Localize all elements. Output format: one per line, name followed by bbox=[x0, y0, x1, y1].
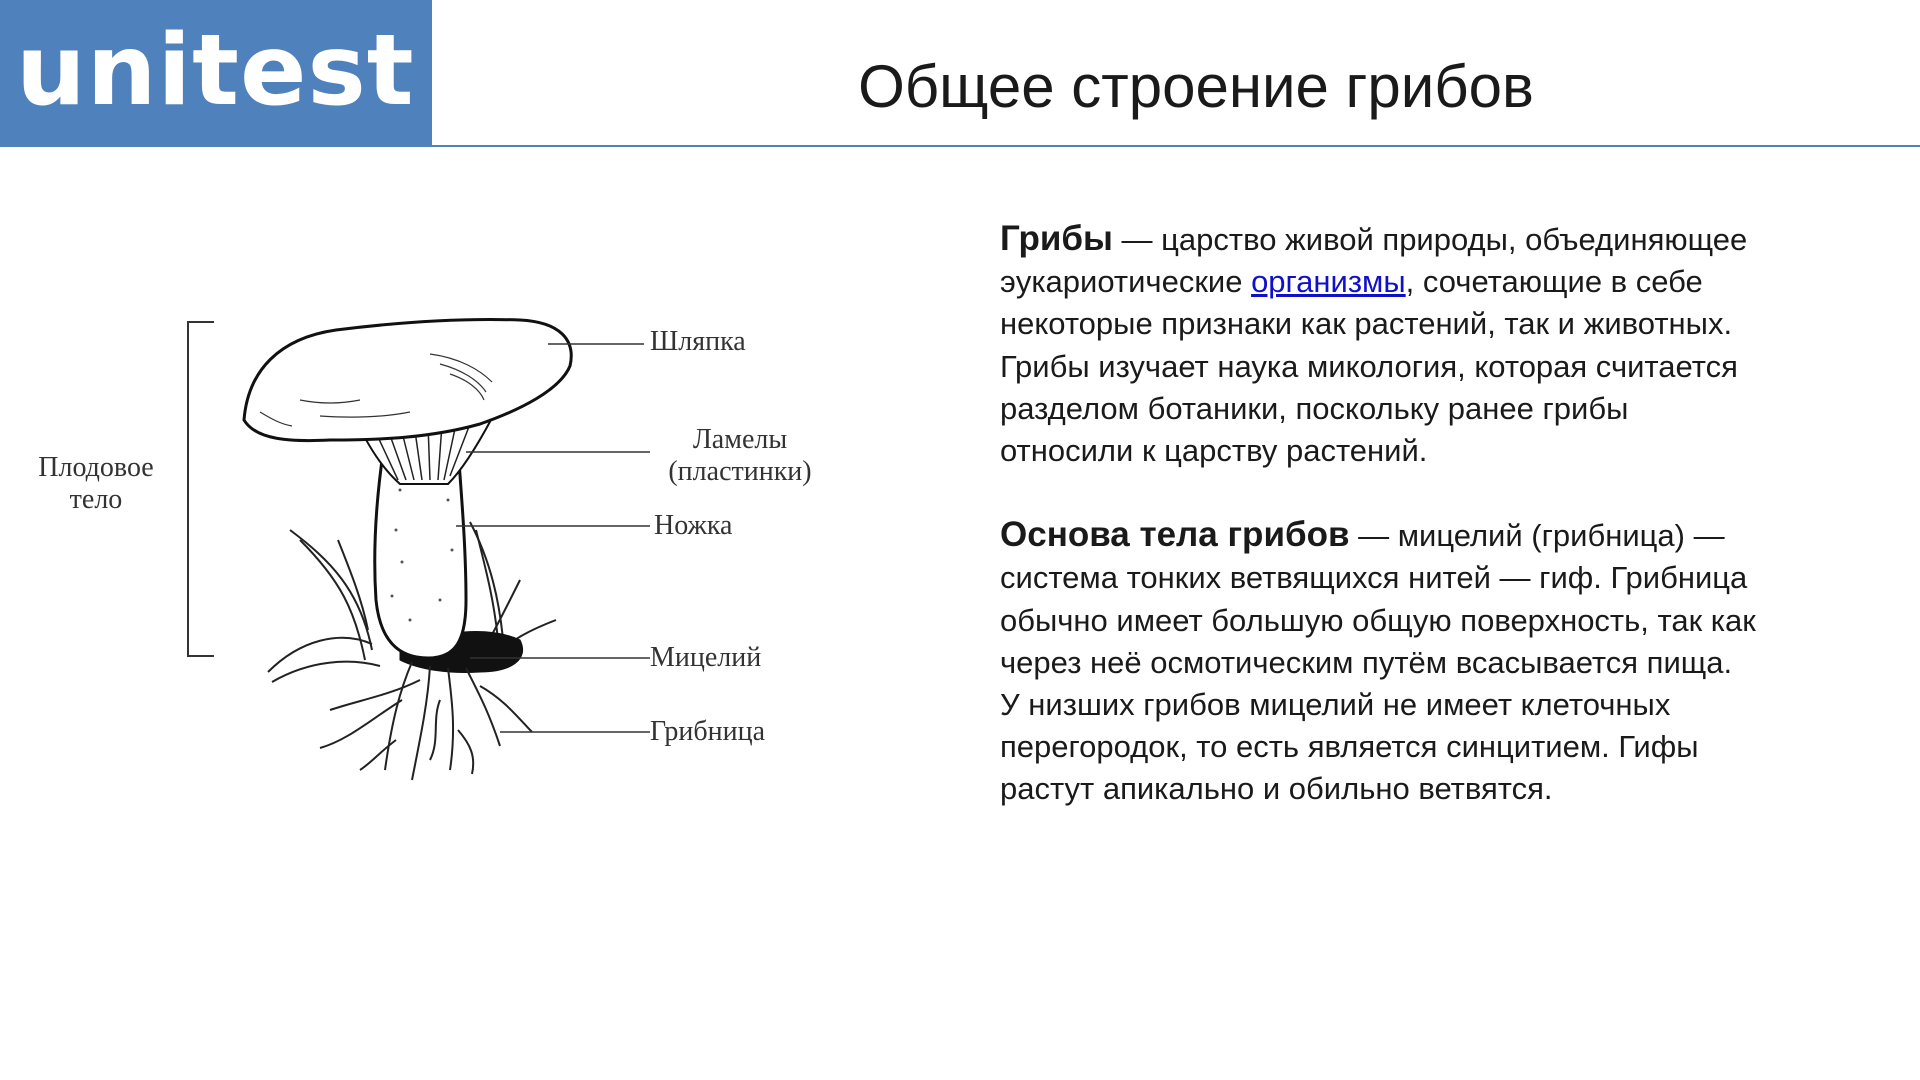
label-gills: Ламелы (пластинки) bbox=[668, 424, 812, 487]
mushroom-diagram bbox=[0, 300, 860, 800]
paragraph-mycelium bbox=[1000, 514, 1760, 810]
organisms-link[interactable]: организмы bbox=[1251, 264, 1406, 300]
paragraph-definition bbox=[1000, 218, 1760, 472]
logo-text: unitest bbox=[16, 14, 415, 128]
label-hyphae: Грибница bbox=[650, 716, 766, 747]
definition-text-end: , сочетающие в себе некоторые признаки как растений, так и животных. Грибы изучает наука микология, которая считается разделом ботаники, поскольку ранее грибы относили к царству растений. bbox=[1000, 264, 1738, 469]
label-stem: Ножка bbox=[654, 510, 733, 541]
label-cap: Шляпка bbox=[650, 326, 746, 357]
description-text bbox=[1000, 218, 1760, 853]
title-divider bbox=[432, 145, 1920, 147]
term-fungi: Грибы bbox=[1000, 219, 1113, 258]
label-mycelium: Мицелий bbox=[650, 642, 762, 673]
label-fruiting-body: Плодовое тело bbox=[38, 452, 154, 515]
definition-text-start: — царство живой природы, объединяющее эукариотические bbox=[1000, 222, 1748, 300]
mycelium-text: — мицелий (грибница) — система тонких ветвящихся нитей — гиф. Грибница обычно имеет большую общую поверхность, так как через неё осмотическим путём всасывается пища. У низших грибов мицелий не имеет клеточных перегородок, то есть является синцитием. Гифы растут апикально и обильно ветвятся. bbox=[1000, 518, 1756, 807]
term-body-basis: Основа тела грибов bbox=[1000, 515, 1350, 555]
page-title: Общее строение грибов bbox=[858, 53, 1534, 120]
logo-banner bbox=[0, 0, 432, 147]
